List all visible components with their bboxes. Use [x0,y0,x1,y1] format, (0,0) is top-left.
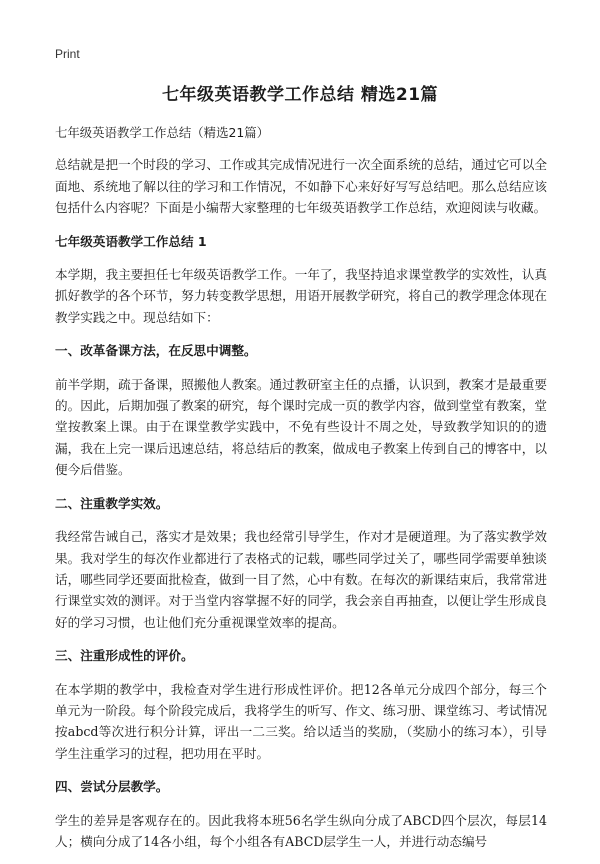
print-link[interactable]: Print [55,47,80,61]
point-body-1: 前半学期，疏于备课，照搬他人教案。通过教研室主任的点播，认识到，教案才是最重要的。因此，后期加强了教案的研究，每个课时完成一页的教学内容，做到堂堂有教案，堂堂按教案上课。由于在课堂教学实践中，不免有些设计不周之处，导致教学知识的的遗漏，我在上完一课后迅速总结，将总结后的教案，做成电子教案上传到自己的博客中，以便今后借鉴。 [55,376,547,478]
point-heading-4: 四、尝试分层教学。 [55,779,169,795]
point-body-3: 在本学期的教学中，我检查对学生进行形成性评价。把12各单元分成四个部分，每三个单元为一阶段。每个阶段完成后，我将学生的听写、作文、练习册、课堂练习、考试情况按abcd等次进行积分计算，评出一二三奖。给以适当的奖励，（奖励小的练习本），引导学生注重学习的过程，把功用在平时。 [55,681,547,761]
point-heading-1: 一、改革备课方法，在反思中调整。 [55,343,257,359]
section-heading: 七年级英语教学工作总结 1 [55,233,207,249]
point-heading-2: 二、注重教学实效。 [55,495,169,511]
section-intro-paragraph: 本学期，我主要担任七年级英语教学工作。一年了，我坚持追求课堂教学的实效性，认真抓好教学的各个环节，努力转变教学思想，用语开展教学研究，将自己的教学理念体现在教学实践之中。现总结如下： [55,267,547,325]
intro-paragraph: 总结就是把一个时段的学习、工作或其完成情况进行一次全面系统的总结，通过它可以全面地、系统地了解以往的学习和工作情况，不如静下心来好好写写总结吧。那么总结应该包括什么内容呢？下面是小编帮大家整理的七年级英语教学工作总结，欢迎阅读与收藏。 [55,157,547,216]
article-body [55,122,547,864]
point-body-4: 学生的差异是客观存在的。因此我将本班56名学生纵向分成了ABCD四个层次，每层14人；横向分成了14各小组，每个小组各有ABCD层学生一人，并进行动态编号 [55,812,547,849]
point-body-2: 我经常告诫自己，落实才是效果；我也经常引导学生，作对才是硬道理。为了落实教学效果。我对学生的每次作业都进行了表格式的记载，哪些同学过关了，哪些同学需要单独谈话，哪些同学还要面批检查，做到一目了然，心中有数。在每次的新课结束后，我常常进行课堂实效的测评。对于当堂内容掌握不好的同学，我会亲自再抽查，以便让学生形成良好的学习习惯，也让他们充分重视课堂效率的提高。 [55,529,547,630]
point-heading-3: 三、注重形成性的评价。 [55,648,194,664]
article-subtitle: 七年级英语教学工作总结（精选21篇） [55,125,270,140]
page-title: 七年级英语教学工作总结 精选21篇 [161,85,439,105]
